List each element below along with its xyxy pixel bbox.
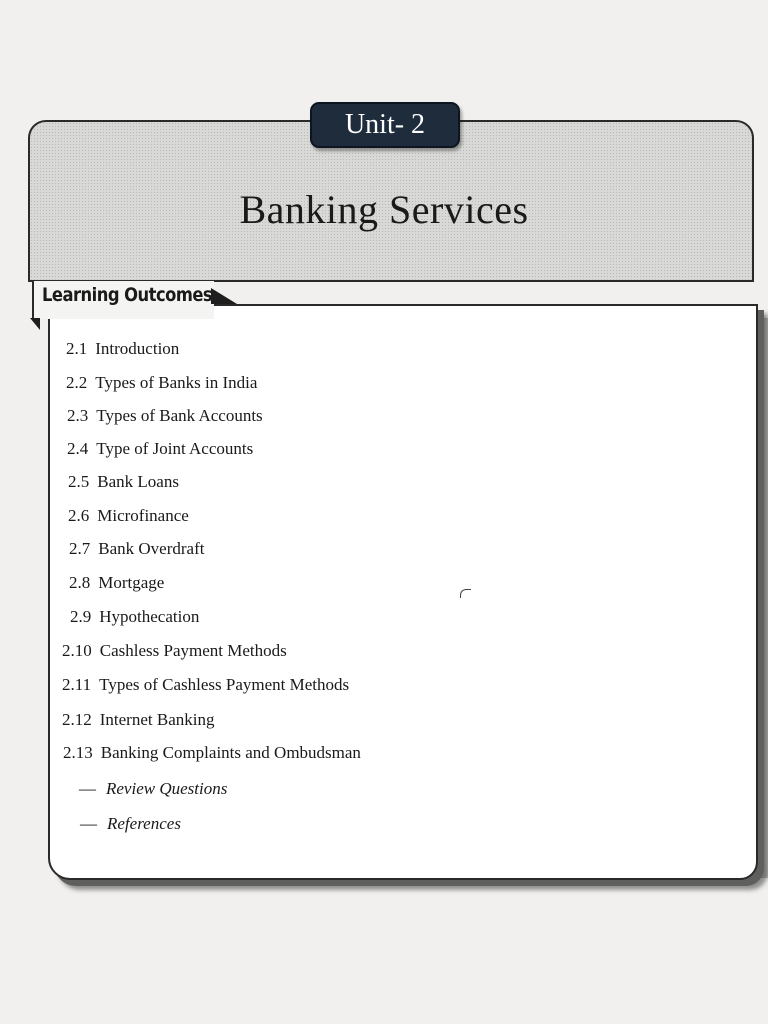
toc-item: [67, 439, 253, 459]
tab-arrow-icon: [211, 288, 237, 304]
dash: —: [79, 779, 96, 798]
section-number: 2.3: [67, 406, 89, 425]
section-title: Microfinance: [97, 506, 189, 525]
section-title: Bank Overdraft: [98, 539, 205, 558]
section-number: 2.9: [70, 607, 92, 626]
toc-item: [62, 675, 349, 695]
toc-item: [62, 641, 287, 661]
section-title: Cashless Payment Methods: [99, 641, 287, 660]
toc-item: [70, 607, 199, 627]
section-title: Internet Banking: [99, 710, 215, 729]
dash: —: [80, 814, 97, 833]
section-title: Banking Complaints and Ombudsman: [100, 743, 361, 762]
toc-item: [69, 539, 204, 559]
toc-item: [62, 710, 214, 730]
section-number: 2.10: [62, 641, 92, 660]
section-title: Hypothecation: [99, 607, 200, 626]
section-title: Introduction: [95, 339, 180, 358]
toc-extra-item: [80, 814, 181, 834]
toc-item: [66, 373, 257, 393]
extra-title: References: [107, 814, 181, 833]
extra-title: Review Questions: [106, 779, 228, 798]
section-number: 2.11: [62, 675, 92, 694]
learning-outcomes-heading: Learning Outcomes: [42, 284, 213, 306]
section-title: Types of Banks in India: [95, 373, 258, 392]
toc-item: [68, 506, 189, 526]
section-title: Mortgage: [98, 573, 165, 592]
stray-pen-mark: [460, 589, 471, 598]
section-number: 2.6: [68, 506, 90, 525]
section-number: 2.2: [66, 373, 88, 392]
page-title: Banking Services: [239, 187, 529, 232]
unit-badge: Unit- 2: [310, 102, 460, 148]
toc-item: [63, 743, 361, 763]
section-number: 2.7: [69, 539, 91, 558]
section-title: Types of Cashless Payment Methods: [99, 675, 350, 694]
section-title: Bank Loans: [97, 472, 179, 491]
section-title: Types of Bank Accounts: [96, 406, 263, 425]
toc-extra-item: [79, 779, 227, 799]
section-number: 2.4: [67, 439, 89, 458]
section-number: 2.12: [62, 710, 92, 729]
section-title: Type of Joint Accounts: [96, 439, 254, 458]
section-number: 2.1: [66, 339, 88, 358]
corner-triangle-icon: [30, 318, 40, 330]
toc-item: [67, 406, 263, 426]
toc-item: [68, 472, 179, 492]
toc-item: [69, 573, 164, 593]
section-number: 2.5: [68, 472, 90, 491]
section-number: 2.13: [63, 743, 93, 762]
section-number: 2.8: [69, 573, 91, 592]
toc-item: [66, 339, 179, 359]
